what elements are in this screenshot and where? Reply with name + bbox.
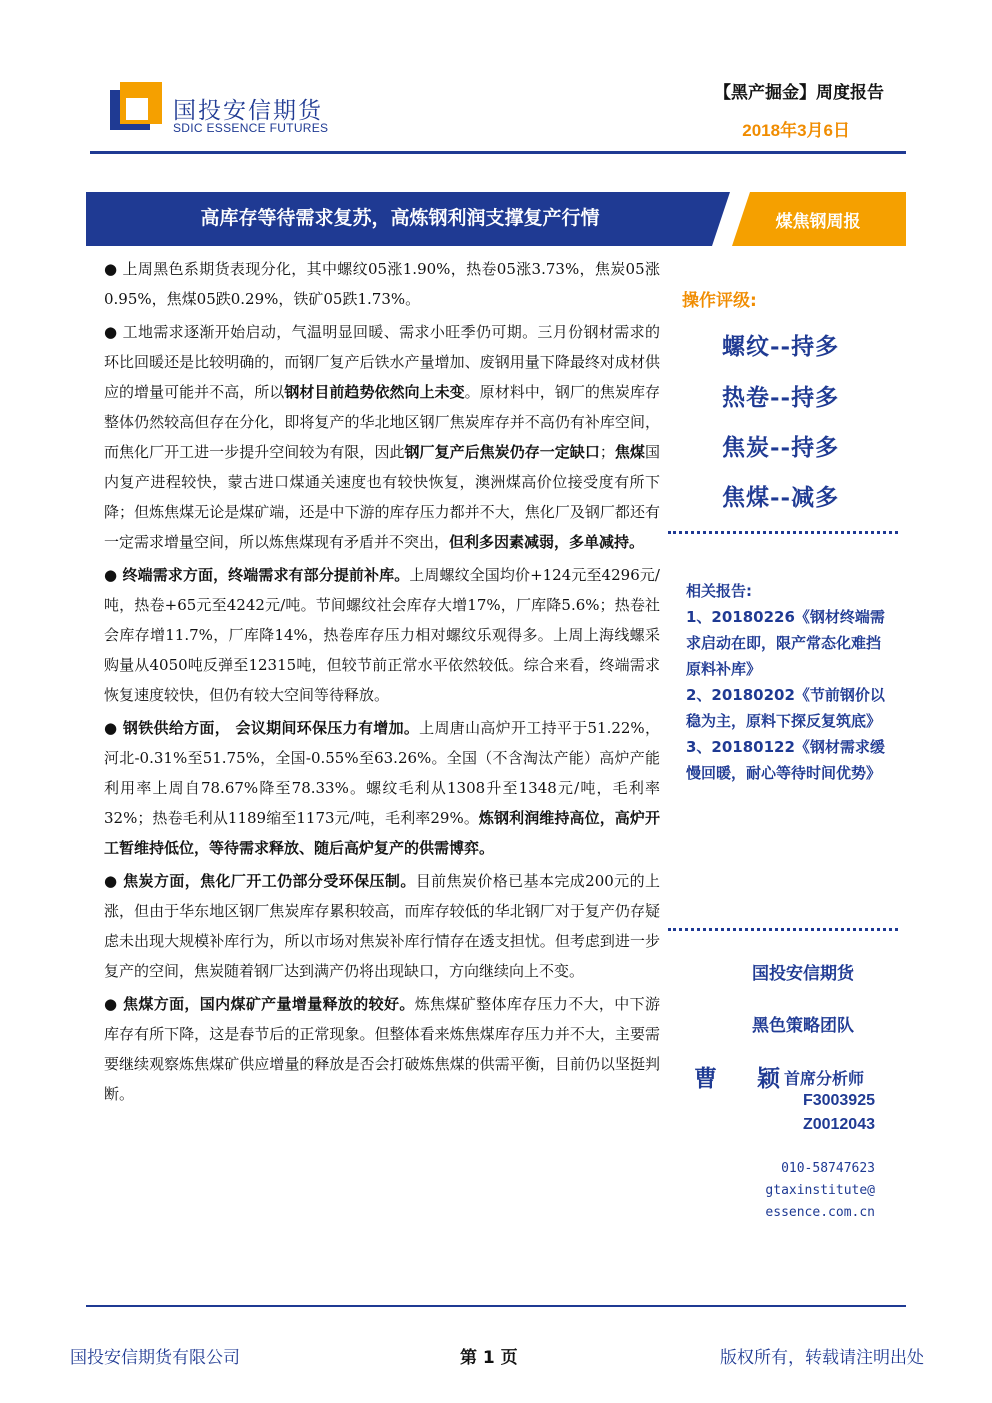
logo-mark	[110, 82, 162, 134]
header-divider	[90, 151, 906, 154]
analyst-name: 曹 颖	[694, 1066, 797, 1092]
emphasis-text: ● 终端需求方面，终端需求有部分提前补库。	[104, 566, 410, 584]
body-paragraph	[104, 713, 660, 863]
team-company: 国投安信期货	[752, 964, 854, 984]
body-text: 目前焦炭价格已基本完成200元的上涨，但由于华东地区钢厂焦炭库存累积较高，而库存较低的华北钢厂对于复产仍存疑虑未出现大规模补库行为，所以市场对焦炭补库行情存在透支担忧。但考虑到进一步复产的空间，焦炭随着钢厂达到满产仍将出现缺口，方向继续向上不变。	[104, 872, 660, 980]
emphasis-text: 但利多因素减弱，多单减持。	[449, 533, 645, 551]
rating-title: 操作评级:	[682, 291, 757, 311]
related-reports-title: 相关报告:	[686, 582, 752, 600]
analyst-cert-2: Z0012043	[802, 1116, 875, 1133]
rating-coke: 焦炭--持多	[722, 434, 840, 461]
analyst-role: 首席分析师	[784, 1069, 865, 1088]
related-report-link[interactable]: 3、20180122《钢材需求缓慢回暖，耐心等待时间优势》	[686, 738, 885, 782]
body-paragraph	[104, 317, 660, 557]
sidebar-divider	[668, 928, 898, 931]
emphasis-text: 炼钢利润维持高位，高炉开工暂维持低位，等待需求释放、随后高炉复产的供需博弈。	[104, 809, 660, 857]
analyst-email[interactable]: gtaxinstitute@	[765, 1183, 875, 1198]
report-date: 2018年3月6日	[742, 121, 850, 140]
emphasis-text: ● 焦炭方面，焦化厂开工仍部分受环保压制。	[104, 872, 416, 890]
footer-company: 国投安信期货有限公司	[70, 1348, 240, 1368]
emphasis-text: ● 焦煤方面，国内煤矿产量增量释放的较好。	[104, 995, 415, 1013]
analyst-email-domain[interactable]: essence.com.cn	[765, 1205, 875, 1220]
body-paragraph	[104, 254, 660, 314]
body-text: 上周唐山高炉开工持平于51.22%，河北-0.31%至51.75%，全国-0.55%至63.26%。全国（不含淘汰产能）高炉产能利用率上周自78.67%降至78.33%。螺纹毛利从1308升至1348元/吨，毛利率32%；热卷毛利从1189缩至1173元/吨，毛利率29%。	[104, 719, 660, 827]
rating-coking-coal: 焦煤--减多	[722, 484, 840, 511]
footer-copyright: 版权所有，转载请注明出处	[720, 1348, 924, 1368]
category-tag-label: 煤焦钢周报	[775, 212, 861, 232]
rating-rebar: 螺纹--持多	[722, 333, 840, 360]
emphasis-text: ● 钢铁供给方面， 会议期间环保压力有增加。	[104, 719, 420, 737]
body-text: ● 工地需求逐渐开始启动，气温明显回暖、需求小旺季仍可期。三月份钢材需求的环比回暖还是比较明确的，而钢厂复产后铁水产量增加、废钢用量下降最终对成材供应的增量可能并不高，所以	[104, 323, 660, 401]
body-text: ● 上周黑色系期货表现分化，其中螺纹05涨1.90%，热卷05涨3.73%，焦炭05涨0.95%，焦煤05跌0.29%，铁矿05跌1.73%。	[104, 260, 660, 308]
related-report-link[interactable]: 1、20180226《钢材终端需求启动在即，限产常态化难挡原料补库》	[686, 608, 885, 678]
body-paragraph	[104, 989, 660, 1109]
sidebar-divider	[668, 531, 898, 534]
body-paragraph	[104, 866, 660, 986]
related-reports-list	[686, 604, 892, 786]
report-title: 高库存等待需求复苏，高炼钢利润支撑复产行情	[200, 207, 600, 229]
emphasis-text: 钢厂复产后焦炭仍存一定缺口	[404, 443, 600, 461]
team-name: 黑色策略团队	[752, 1016, 854, 1036]
logo-chinese-name: 国投安信期货	[173, 98, 323, 124]
page-number: 第 1 页	[460, 1348, 518, 1368]
analyst-phone: 010-58747623	[781, 1161, 875, 1176]
logo-english-name: SDIC ESSENCE FUTURES	[173, 121, 329, 135]
emphasis-text: 焦煤	[614, 443, 645, 461]
related-report-link[interactable]: 2、20180202《节前钢价以稳为主，原料下探反复筑底》	[686, 686, 885, 730]
emphasis-text: 钢材目前趋势依然向上未变	[284, 383, 465, 401]
bottom-divider	[86, 1305, 906, 1307]
body-text: 国内复产进程较快，蒙古进口煤通关速度也有较快恢复，澳洲煤高价位接受度有所下降；但炼焦煤无论是煤矿端，还是中下游的库存压力都并不大，焦化厂及钢厂都还有一定需求增量空间，所以炼焦煤现有矛盾并不突出，	[104, 443, 660, 551]
rating-hot-coil: 热卷--持多	[722, 384, 840, 411]
body-text: 。原材料中，钢厂的焦炭库存整体仍然较高但存在分化，即将复产的华北地区钢厂焦炭库存并不高仍有补库空间，而焦化厂开工进一步提升空间较为有限，因此	[104, 383, 660, 461]
body-text: 上周螺纹全国均价+124元至4296元/吨，热卷+65元至4242元/吨。节间螺纹社会库存大增17%，厂库降5.6%；热卷社会库存增11.7%，厂库降14%，热卷库存压力相对螺纹乐观得多。上周上海线螺采购量从4050吨反弹至12315吨，但较节前正常水平依然较低。综合来看，终端需求恢复速度较快，但仍有较大空间等待释放。	[104, 566, 660, 704]
body-text: 炼焦煤矿整体库存压力不大，中下游库存有所下降，这是春节后的正常现象。但整体看来炼焦煤库存压力并不大，主要需要继续观察炼焦煤矿供应增量的释放是否会打破炼焦煤的供需平衡，目前仍以坚挺判断。	[104, 995, 660, 1103]
body-text: ；	[599, 443, 615, 461]
report-type: 【黑产掘金】周度报告	[714, 83, 884, 103]
main-content	[104, 254, 660, 1112]
body-paragraph	[104, 560, 660, 710]
analyst-cert-1: F3003925	[802, 1092, 875, 1109]
